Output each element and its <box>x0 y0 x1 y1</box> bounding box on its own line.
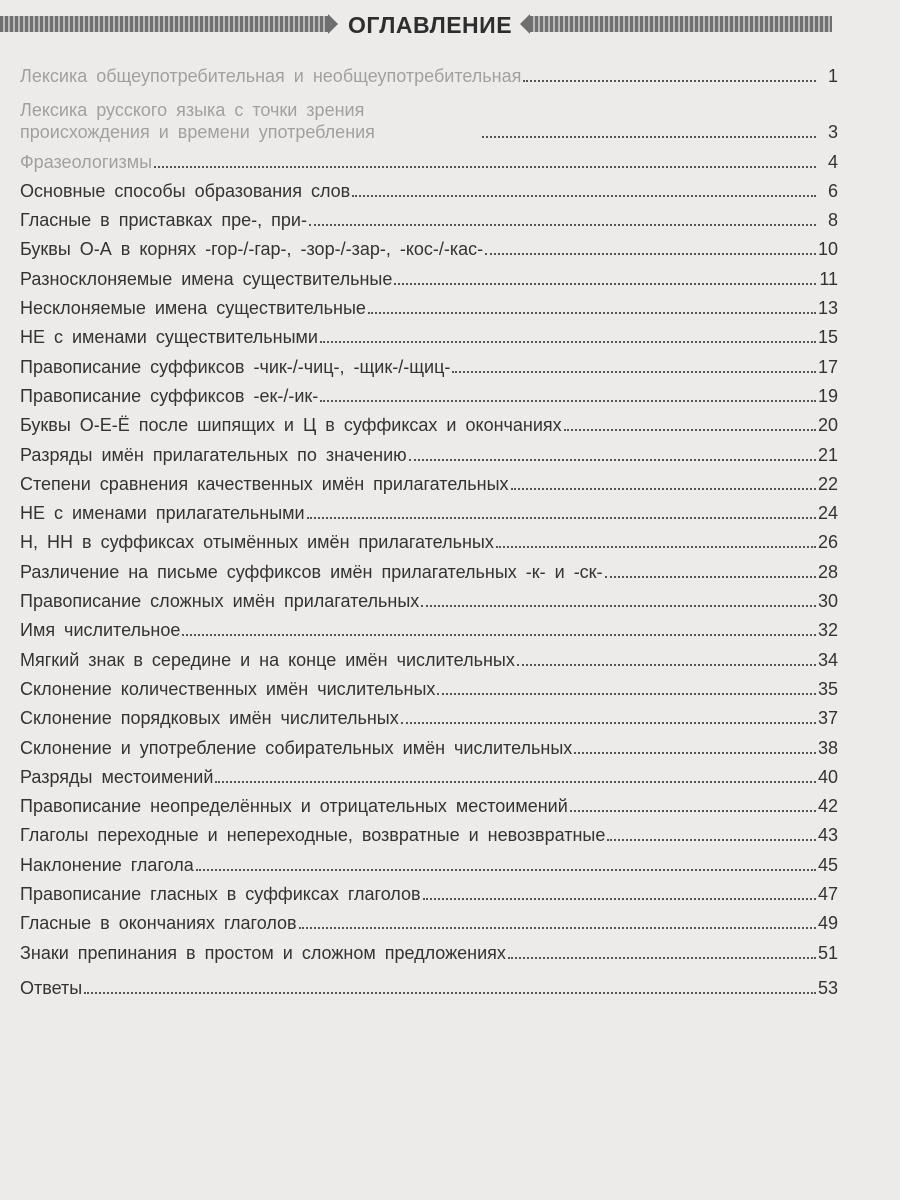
dot-leader <box>215 781 816 783</box>
toc-entry[interactable] <box>20 87 838 143</box>
dot-leader <box>368 312 816 314</box>
toc-entry-label: Правописание неопределённых и отрицательных местоимений <box>20 796 568 817</box>
toc-entry-page: 42 <box>817 796 838 817</box>
toc-entry-label: НЕ с именами существительными <box>20 327 318 348</box>
dot-leader <box>437 693 816 695</box>
toc-entry-label: Несклоняемые имена существительные <box>20 298 366 319</box>
arrow-right-icon <box>328 14 338 34</box>
table-of-contents <box>20 58 838 999</box>
toc-entry-page: 28 <box>817 561 838 582</box>
toc-entry-label: Фразеологизмы <box>20 151 153 172</box>
dot-leader <box>154 166 816 168</box>
toc-entry-page: 43 <box>817 825 838 846</box>
toc-entry-page: 26 <box>817 532 838 553</box>
toc-entry-page: 3 <box>827 122 838 143</box>
dot-leader <box>299 927 816 929</box>
dot-leader <box>421 605 816 607</box>
toc-entry-label: Наклонение глагола <box>20 854 194 875</box>
dot-leader <box>182 634 816 636</box>
toc-entry[interactable] <box>20 202 838 231</box>
toc-entry-page: 10 <box>817 239 838 260</box>
toc-entry-label: НЕ с именами прилагательными <box>20 503 305 524</box>
toc-entry[interactable] <box>20 846 838 875</box>
toc-entry[interactable] <box>20 876 838 905</box>
toc-entry[interactable] <box>20 671 838 700</box>
toc-entry-label: Лексика русского языка с точки зрения происхождения и времени употребления <box>20 100 375 143</box>
dot-leader <box>570 810 816 812</box>
toc-entry-label: Буквы О-Е-Ё после шипящих и Ц в суффиксах и окончаниях <box>20 415 562 436</box>
toc-entry-page: 53 <box>817 977 838 998</box>
toc-entry-page: 20 <box>817 415 838 436</box>
toc-entry-page: 13 <box>817 298 838 319</box>
toc-entry[interactable] <box>20 700 838 729</box>
toc-entry[interactable] <box>20 583 838 612</box>
toc-entry-label: Разносклоняемые имена существительные <box>20 268 393 289</box>
dot-leader <box>511 488 816 490</box>
toc-entry-label: Мягкий знак в середине и на конце имён числительных <box>20 649 515 670</box>
toc-entry[interactable] <box>20 143 838 172</box>
toc-entry[interactable] <box>20 817 838 846</box>
dot-leader <box>409 459 816 461</box>
toc-entry-page: 19 <box>817 385 838 406</box>
toc-entry-page: 11 <box>819 268 838 289</box>
toc-entry-label: Склонение и употребление собирательных имён числительных <box>20 737 573 758</box>
toc-entry[interactable] <box>20 260 838 289</box>
toc-entry-page: 49 <box>817 913 838 934</box>
toc-entry[interactable] <box>20 495 838 524</box>
page-header <box>0 10 900 40</box>
dot-leader <box>485 253 816 255</box>
dot-leader <box>307 517 816 519</box>
dot-leader <box>605 576 816 578</box>
toc-entry-page: 35 <box>817 678 838 699</box>
toc-entry[interactable] <box>20 466 838 495</box>
toc-entry-label: Глаголы переходные и непереходные, возвратные и невозвратные <box>20 825 606 846</box>
dot-leader <box>196 869 816 871</box>
toc-entry[interactable] <box>20 407 838 436</box>
toc-entry-label: Буквы О-А в корнях -гор-/-гар-, -зор-/-зар-, -кос-/-кас- <box>20 239 484 260</box>
dot-leader <box>523 80 816 82</box>
toc-entry-page: 30 <box>817 591 838 612</box>
toc-entry[interactable] <box>20 378 838 407</box>
toc-entry[interactable] <box>20 436 838 465</box>
toc-entry-label: Правописание гласных в суффиксах глаголов <box>20 884 421 905</box>
toc-entry-page: 21 <box>817 444 838 465</box>
toc-entry[interactable] <box>20 934 838 963</box>
dot-leader <box>482 136 816 138</box>
toc-entry-page: 17 <box>817 356 838 377</box>
toc-entry-page: 47 <box>817 884 838 905</box>
toc-entry[interactable] <box>20 348 838 377</box>
toc-entry[interactable] <box>20 759 838 788</box>
toc-entry-label: Правописание сложных имён прилагательных <box>20 591 420 612</box>
toc-entry-label: Лексика общеупотребительная и необщеупотребительная <box>20 66 522 87</box>
toc-entry-page: 8 <box>827 210 838 231</box>
toc-entry-page: 34 <box>817 649 838 670</box>
toc-entry-page: 1 <box>827 66 838 87</box>
toc-entry[interactable] <box>20 641 838 670</box>
toc-entry[interactable] <box>20 173 838 202</box>
toc-entry-label: Имя числительное <box>20 620 181 641</box>
toc-entry-label: Гласные в окончаниях глаголов <box>20 913 297 934</box>
dot-leader <box>452 371 816 373</box>
dot-leader <box>320 400 816 402</box>
dot-leader <box>517 664 816 666</box>
toc-entry-label: Степени сравнения качественных имён прилагательных <box>20 473 509 494</box>
dot-leader <box>607 839 816 841</box>
toc-entry[interactable] <box>20 58 838 87</box>
toc-entry-page: 32 <box>817 620 838 641</box>
toc-entry-page: 6 <box>827 180 838 201</box>
toc-entry-page: 22 <box>817 473 838 494</box>
toc-entry-label: Разряды имён прилагательных по значению <box>20 444 407 465</box>
toc-entry-label: Различение на письме суффиксов имён прилагательных -к- и -ск- <box>20 561 603 582</box>
decorative-band-right <box>530 16 832 32</box>
toc-entry-page: 40 <box>817 766 838 787</box>
toc-entry[interactable] <box>20 231 838 260</box>
toc-entry-page: 15 <box>817 327 838 348</box>
toc-entry[interactable] <box>20 290 838 319</box>
toc-entry-page: 38 <box>817 737 838 758</box>
toc-entry-label: Н, НН в суффиксах отымённых имён прилагательных <box>20 532 494 553</box>
toc-entry[interactable] <box>20 729 838 758</box>
toc-entry[interactable] <box>20 788 838 817</box>
toc-entry-page: 45 <box>817 854 838 875</box>
toc-entry-label: Разряды местоимений <box>20 766 214 787</box>
dot-leader <box>352 195 816 197</box>
toc-entry-label: Склонение порядковых имён числительных <box>20 708 399 729</box>
toc-entry-label: Склонение количественных имён числительных <box>20 678 436 699</box>
toc-entry[interactable] <box>20 905 838 934</box>
dot-leader <box>320 341 816 343</box>
arrow-left-icon <box>520 14 530 34</box>
toc-entry[interactable] <box>20 612 838 641</box>
toc-entry-label: Ответы <box>20 977 83 998</box>
dot-leader <box>309 224 816 226</box>
toc-entry-label: Правописание суффиксов -чик-/-чиц-, -щик-/-щиц- <box>20 356 451 377</box>
dot-leader <box>508 957 816 959</box>
dot-leader <box>84 992 816 994</box>
toc-entry-label: Правописание суффиксов -ек-/-ик- <box>20 385 319 406</box>
toc-entry-page: 37 <box>817 708 838 729</box>
dot-leader <box>564 429 816 431</box>
dot-leader <box>423 898 816 900</box>
toc-entry[interactable] <box>20 319 838 348</box>
toc-entry-page: 51 <box>817 942 838 963</box>
dot-leader <box>394 283 816 285</box>
toc-entry-label: Гласные в приставках пре-, при- <box>20 210 307 231</box>
toc-entry[interactable] <box>20 524 838 553</box>
dot-leader <box>496 546 816 548</box>
toc-entry-page: 24 <box>817 503 838 524</box>
toc-entry[interactable] <box>20 553 838 582</box>
toc-entry[interactable] <box>20 970 838 999</box>
dot-leader <box>574 752 816 754</box>
toc-entry-page: 4 <box>827 151 838 172</box>
page-title: ОГЛАВЛЕНИЕ <box>347 12 513 38</box>
toc-entry-label: Знаки препинания в простом и сложном предложениях <box>20 942 506 963</box>
toc-entry-label: Основные способы образования слов <box>20 180 351 201</box>
decorative-band-left <box>0 16 328 32</box>
dot-leader <box>401 722 816 724</box>
